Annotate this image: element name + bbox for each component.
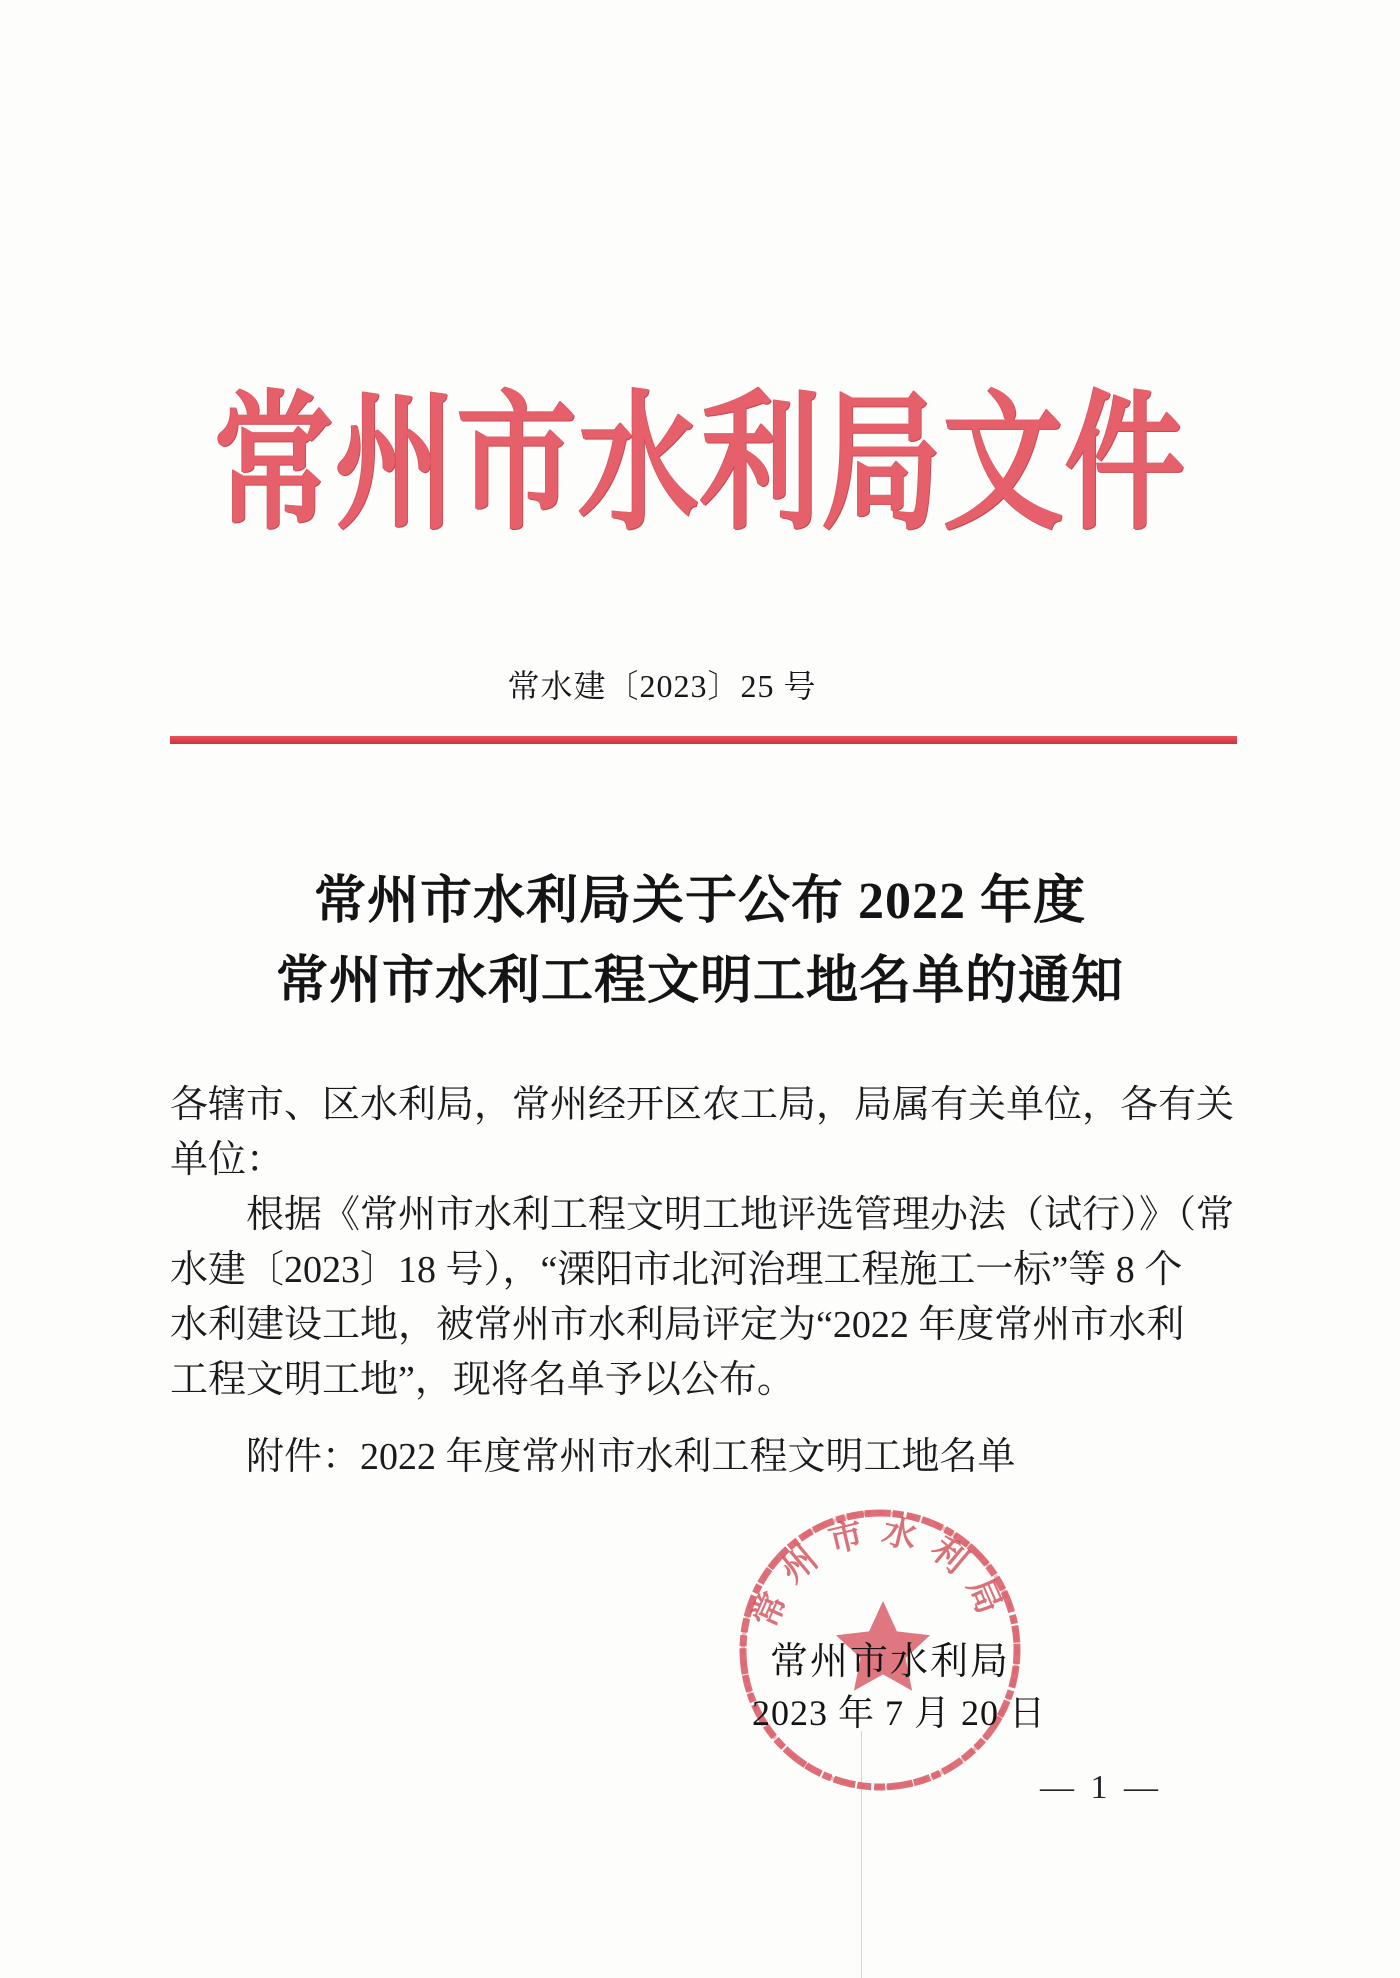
notice-body	[170, 1078, 1242, 1485]
paragraph-line-4: 工程文明工地”，现将名单予以公布。	[170, 1359, 795, 1401]
document-number: 常水建〔2023〕25 号	[507, 668, 817, 704]
notice-title-line-2: 常州市水利工程文明工地名单的通知	[275, 953, 1124, 1010]
page-number: — 1 —	[1040, 1769, 1162, 1806]
signature-date: 2023 年 7 月 20 日	[752, 1693, 1047, 1733]
letterhead-title: 常州市水利局文件	[213, 382, 1187, 548]
attachment-line: 附件：2022 年度常州市水利工程文明工地名单	[246, 1436, 1016, 1478]
paragraph-line-3: 水利建设工地，被常州市水利局评定为“2022 年度常州市水利	[170, 1304, 1185, 1346]
scan-fold-line	[861, 1731, 862, 1978]
paragraph-line-1: 根据《常州市水利工程文明工地评选管理办法（试行）》（常	[246, 1194, 1235, 1236]
signature-organization: 常州市水利局	[770, 1641, 1011, 1683]
red-divider-line	[170, 736, 1237, 744]
seal-arc-text: 常州市水利局	[746, 1513, 1014, 1634]
notice-title	[0, 862, 1400, 1022]
notice-title-line-1: 常州市水利局关于公布 2022 年度	[313, 873, 1086, 930]
paragraph-line-2: 水建〔2023〕18 号），“溧阳市北河治理工程施工一标”等 8 个	[170, 1249, 1183, 1291]
salutation-line-1: 各辖市、区水利局，常州经开区农工局，局属有关单位，各有关	[170, 1084, 1235, 1126]
salutation-line-2: 单位：	[170, 1139, 285, 1181]
